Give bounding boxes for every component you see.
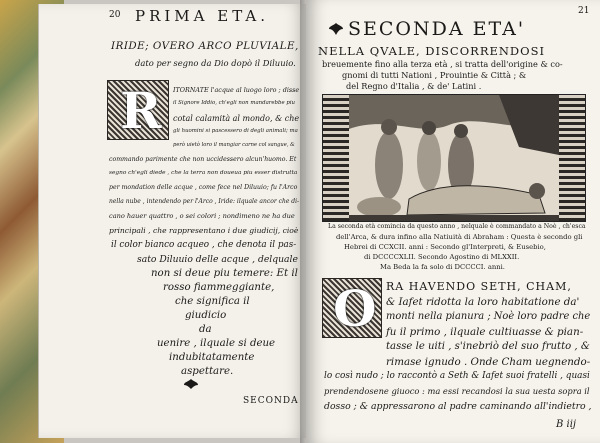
signature-mark: B iij — [556, 419, 577, 430]
left-body-line: uenire , ilquale si deue — [157, 338, 276, 349]
left-page — [38, 4, 307, 438]
right-body-line: fu il primo , ilquale cultiuasse & pian- — [386, 326, 584, 338]
left-running-head: PRIMA ETA. — [135, 7, 270, 25]
left-body-line: rosso fiammeggiante, — [163, 282, 275, 293]
title-fleuron-icon — [328, 22, 344, 36]
left-body-text — [39, 4, 307, 438]
right-page-number: 21 — [578, 6, 590, 16]
right-intro-line: gnomi di tutti Nationi , Prouintie & Città ; & — [342, 70, 527, 80]
right-body-line: & Iafet ridotta la loro habitatione da' — [386, 296, 580, 308]
right-page — [306, 0, 600, 443]
caption-line: dell'Arca, & dura infino alla Natiuità di Abraham : Questa è secondo gli — [336, 233, 583, 241]
left-body-line: principali , che rappresentano i due giudicij, cioè — [109, 226, 299, 235]
left-body-line: cano hauer quattro , o sei colori ; nondimeno ne ha due — [109, 212, 295, 220]
right-subtitle: NELLA QVALE, DISCORRENDOSI — [318, 44, 546, 58]
right-body-line: tasse le uiti , s'inebriò del suo frutto , & — [386, 341, 590, 352]
left-body-line: cotal calamità al mondo, & che — [173, 114, 300, 123]
left-body-line: nella nube , intendendo per l'Arco , Iride: ilquale ancor che di- — [109, 198, 300, 205]
caption-line: Hebrei di CCXCII. anni : Secondo gl'Interpreti, & Eusebio, — [344, 243, 546, 251]
left-body-line: segno ch'egli diede , che la terra non doueua piu esser distrutta — [109, 170, 298, 176]
left-catchword: SECONDA — [243, 396, 299, 406]
caption-line: La seconda età comincia da questo anno , nelquale è commandato a Noè , ch'esca — [328, 223, 586, 230]
left-body-line: per mondation delle acque , come fece nel Diluuio; fu l'Arco — [109, 184, 298, 191]
woodcut-illustration — [322, 94, 586, 222]
left-page-number: 20 — [109, 10, 121, 20]
left-body-line: commando parimente che non uccidessero alcun'huomo. Et — [109, 156, 297, 163]
left-section-subtitle: dato per segno da Dio dopò il Diluuio. — [135, 58, 296, 68]
left-section-title: IRIDE; OVERO ARCO PLUVIALE, — [111, 40, 299, 52]
left-body-line: giudicio — [185, 310, 227, 321]
right-body-line: RA HAVENDO SETH, CHAM, — [386, 280, 572, 293]
left-body-line: da — [199, 324, 212, 335]
woodcut-left-border — [323, 95, 349, 221]
left-body-line: gli huomini si pascessero di degli animali; ma — [173, 128, 298, 134]
right-body-line: monti nella pianura ; Noè loro padre che — [386, 311, 591, 322]
left-body-line: che significa il — [175, 296, 250, 307]
caption-line: Ma Beda la fa solo di DCCCCI. anni. — [380, 263, 505, 271]
right-body-line: rimase ignudo . Onde Cham uegnendo- — [386, 356, 591, 368]
left-body-line: ITORNATE l'acque al luogo loro ; disse — [173, 86, 300, 94]
left-decorated-initial: R — [107, 80, 169, 140]
right-title: SECONDA ETA' — [348, 18, 526, 40]
left-body-line: indubitatamente — [169, 352, 255, 363]
left-body-line: però uietò loro il mangiar carne col sangue, & — [173, 142, 295, 148]
right-body-line: prendendosene giuoco : ma essi recandosi la sua uesta sopra il — [324, 386, 590, 396]
left-body-line: non si deue piu temere: Et il — [151, 268, 298, 279]
drunken-noah-scene — [349, 95, 559, 221]
right-body-line: dosso ; & appressarono al padre caminando all'indietro , — [324, 401, 592, 412]
woodcut-right-border — [559, 95, 585, 221]
fleuron-icon — [183, 378, 199, 390]
caption-line: di DCCCCXLII. Secondo Agostino di MLXXII. — [364, 253, 520, 261]
right-intro-line: del Regno d'Italia , & de' Latini . — [346, 81, 482, 91]
right-decorated-initial: O — [322, 278, 382, 338]
right-body-line: lo così nudo ; lo raccontò a Seth & Iafet suoi fratelli , quasi — [324, 371, 590, 381]
left-body-line: il color bianco acqueo , che denota il pas- — [111, 240, 297, 250]
left-body-line: il Signore Iddio, ch'egli non mandarebbe piu — [173, 100, 296, 106]
left-body-line: sato Diluuio delle acque , delquale — [137, 254, 298, 265]
right-intro-line: breuemente fino alla terza età , si tratta dell'origine & co- — [322, 59, 563, 69]
left-body-line: aspettare. — [181, 366, 234, 377]
